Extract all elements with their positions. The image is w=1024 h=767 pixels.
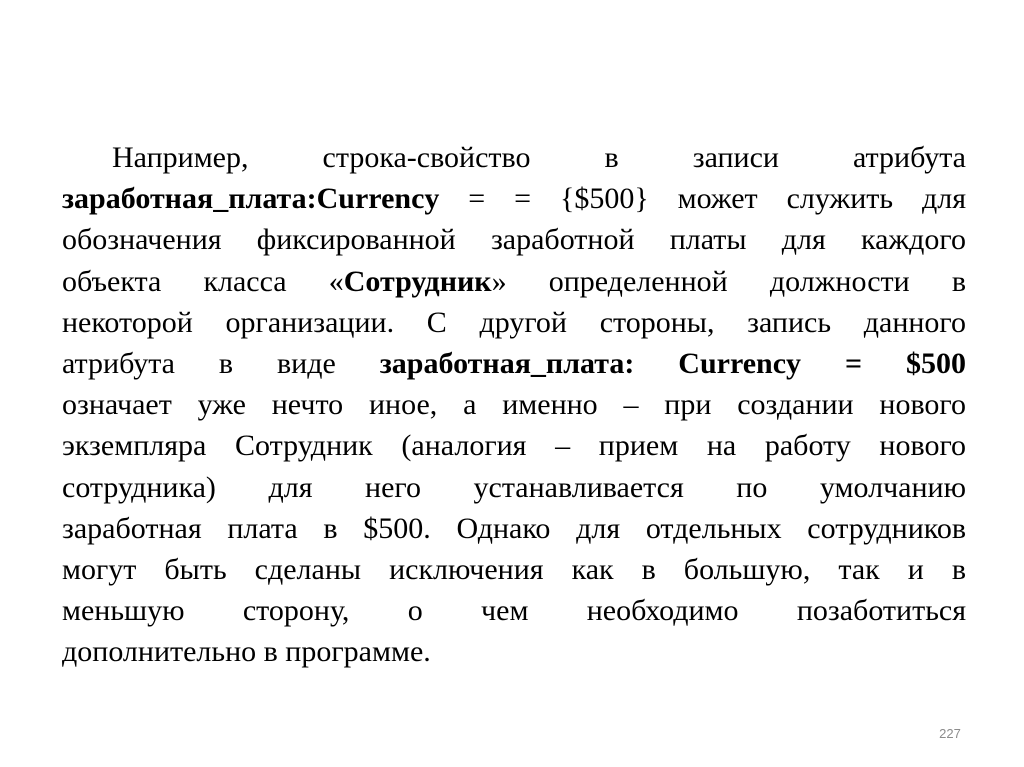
text-line <box>62 219 966 260</box>
text-run: обозначения фиксированной заработной платы для каждого <box>62 223 966 257</box>
text-line <box>62 343 966 384</box>
text-run: Например, строка-свойство в записи атрибута <box>112 141 966 174</box>
text-run: некоторой организации. С другой стороны, запись данного <box>62 305 966 339</box>
text-run: меньшую сторону, о чем необходимо позаботиться <box>62 594 966 628</box>
text-run: заработная плата в $500. Однако для отдельных сотрудников <box>62 511 966 545</box>
text-run: экземпляра Сотрудник (аналогия – прием на работу нового <box>62 429 966 463</box>
text-line <box>62 549 966 590</box>
text-run: могут быть сделаны исключения как в большую, так и в <box>62 552 966 586</box>
text-line <box>62 384 966 425</box>
text-run: дополнительно в программе. <box>62 635 431 669</box>
text-line <box>62 508 966 549</box>
text-line <box>62 178 966 219</box>
text-run: = = {$500} может служить для <box>439 182 966 216</box>
page-number: 227 <box>939 726 961 741</box>
text-run: означает уже нечто иное, а именно – при создании нового <box>62 388 966 422</box>
bold-run: Сотрудник <box>343 264 492 298</box>
text-line <box>62 425 966 466</box>
text-run: объекта класса « <box>62 264 344 298</box>
bold-run: заработная_плата:Currency <box>62 182 440 216</box>
text-line <box>62 631 966 672</box>
text-line <box>62 137 966 178</box>
text-run: атрибута в виде <box>62 346 380 380</box>
text-line <box>62 302 966 343</box>
bold-run: заработная_плата: Currency = $500 <box>379 346 966 380</box>
body-paragraph <box>62 137 966 672</box>
text-run: » определенной должности в <box>491 264 966 298</box>
text-line <box>62 467 966 508</box>
text-line <box>62 590 966 631</box>
text-run: сотрудника) для него устанавливается по умолчанию <box>62 470 966 504</box>
text-line <box>62 261 966 302</box>
